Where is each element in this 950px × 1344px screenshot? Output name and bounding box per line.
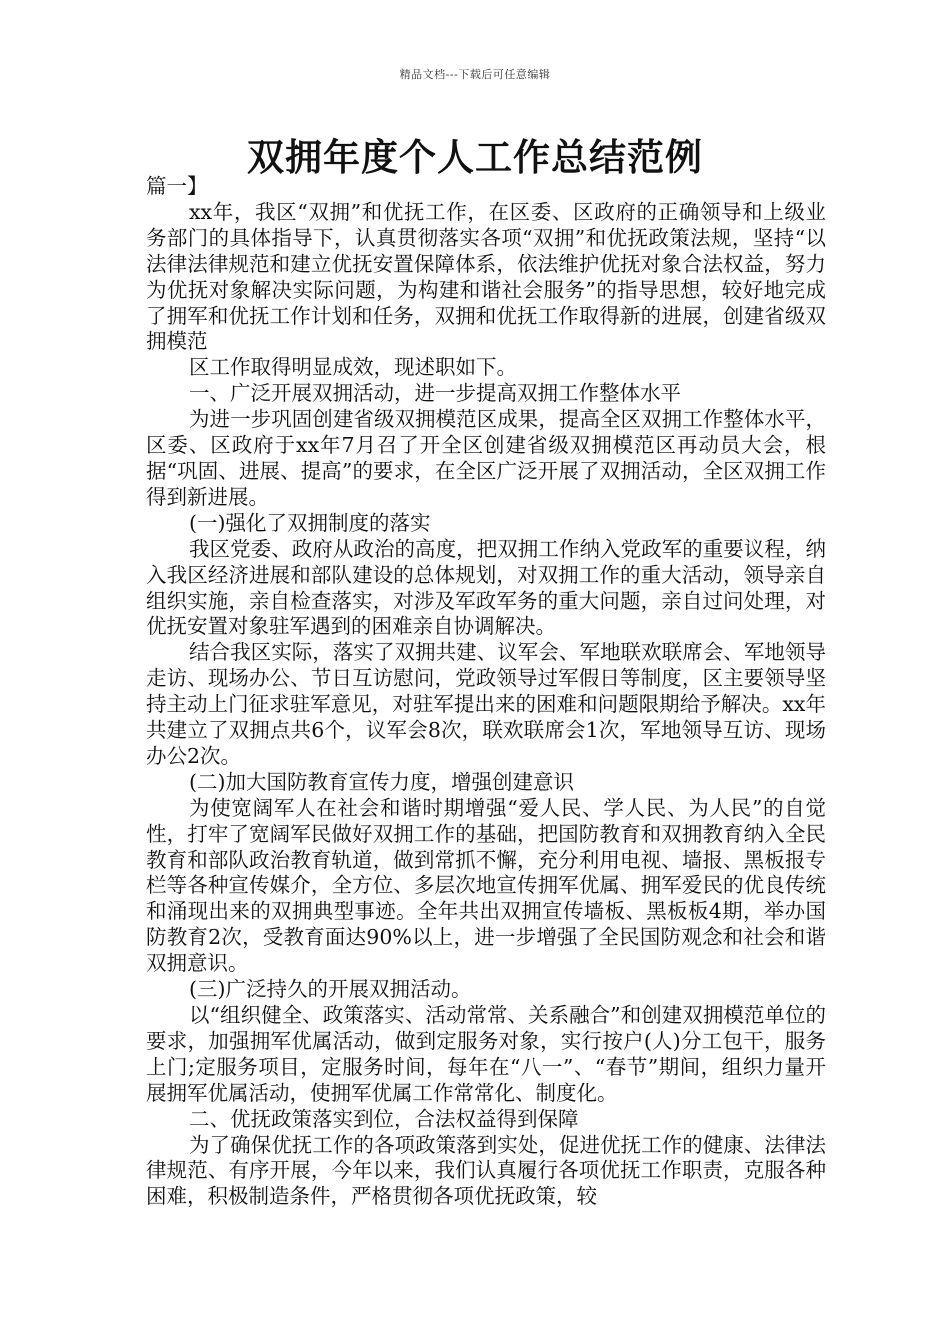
paragraph: 我区党委、政府从政治的高度，把双拥工作纳入党政军的重要议程，纳入我区经济进展和部队建设的总体规划，对双拥工作的重大活动，领导亲自组织实施，亲自检查落实，对涉及军政军务的重大问题，亲自过问处理，对优抚安置对象驻军遇到的困难亲自协调解决。 [146, 536, 826, 639]
paragraph: (三)广泛持久的开展双拥活动。 [189, 977, 472, 1002]
paragraph: 一、广泛开展双拥活动，进一步提高双拥工作整体水平 [189, 381, 681, 406]
paragraph: 篇一】 [146, 174, 208, 198]
paragraph: 区工作取得明显成效，现述职如下。 [189, 355, 517, 380]
paragraph: 二、优抚政策落实到位，合法权益得到保障 [189, 1106, 579, 1131]
paragraph: (一)强化了双拥制度的落实 [189, 510, 431, 535]
header-note: 精品文档---下载后可任意编辑 [399, 68, 551, 81]
document-title: 双拥年度个人工作总结范例 [247, 136, 703, 179]
paragraph: 为进一步巩固创建省级双拥模范区成果，提高全区双拥工作整体水平，区委、区政府于xx年7月召了开全区创建省级双拥模范区再动员大会，根据“巩固、进展、提高”的要求，在全区广泛开展了双拥活动，全区双拥工作得到新进展。 [146, 407, 826, 509]
paragraph: (二)加大国防教育宣传力度，增强创建意识 [189, 769, 574, 794]
paragraph: 为了确保优抚工作的各项政策落到实处，促进优抚工作的健康、法律法律规范、有序开展，今年以来，我们认真履行各项优抚工作职责，克服各种困难，积极制造条件，严格贯彻各项优抚政策，较 [146, 1132, 826, 1209]
paragraph: 以“组织健全、政策落实、活动常常、关系融合”和创建双拥模范单位的要求，加强拥军优属活动，做到定服务对象，实行按户(人)分工包干，服务上门;定服务项目，定服务时间，每年在“八一”、“春节”期间，组织力量开展拥军优属活动，使拥军优属工作常常化、制度化。 [146, 1003, 826, 1105]
paragraph: 为使宽阔军人在社会和谐时期增强“爱人民、学人民、为人民”的自觉性，打牢了宽阔军民做好双拥工作的基础，把国防教育和双拥教育纳入全民教育和部队政治教育轨道，做到常抓不懈，充分利用电视、墙报、黑板报专栏等各种宣传媒介，全方位、多层次地宣传拥军优属、拥军爱民的优良传统和涌现出来的双拥典型事迹。全年共出双拥宣传墙板、黑板板4期，举办国防教育2次，受教育面达90%以上，进一步增强了全民国防观念和社会和谐双拥意识。 [146, 795, 826, 976]
document-body [146, 174, 826, 1210]
paragraph: xx年，我区“双拥”和优抚工作，在区委、区政府的正确领导和上级业务部门的具体指导下，认真贯彻落实各项“双拥”和优抚政策法规，坚持“以法律法律规范和建立优抚安置保障体系，依法维护优抚对象合法权益，努力为优抚对象解决实际问题，为构建和谐社会服务”的指导思想，较好地完成了拥军和优抚工作计划和任务，双拥和优抚工作取得新的进展，创建省级双拥模范 [146, 199, 826, 354]
paragraph: 结合我区实际，落实了双拥共建、议军会、军地联欢联席会、军地领导走访、现场办公、节日互访慰问，党政领导过军假日等制度，区主要领导坚持主动上门征求驻军意见，对驻军提出来的困难和问题限期给予解决。xx年共建立了双拥点共6个，议军会8次，联欢联席会1次，军地领导互访、现场办公2次。 [146, 640, 826, 768]
